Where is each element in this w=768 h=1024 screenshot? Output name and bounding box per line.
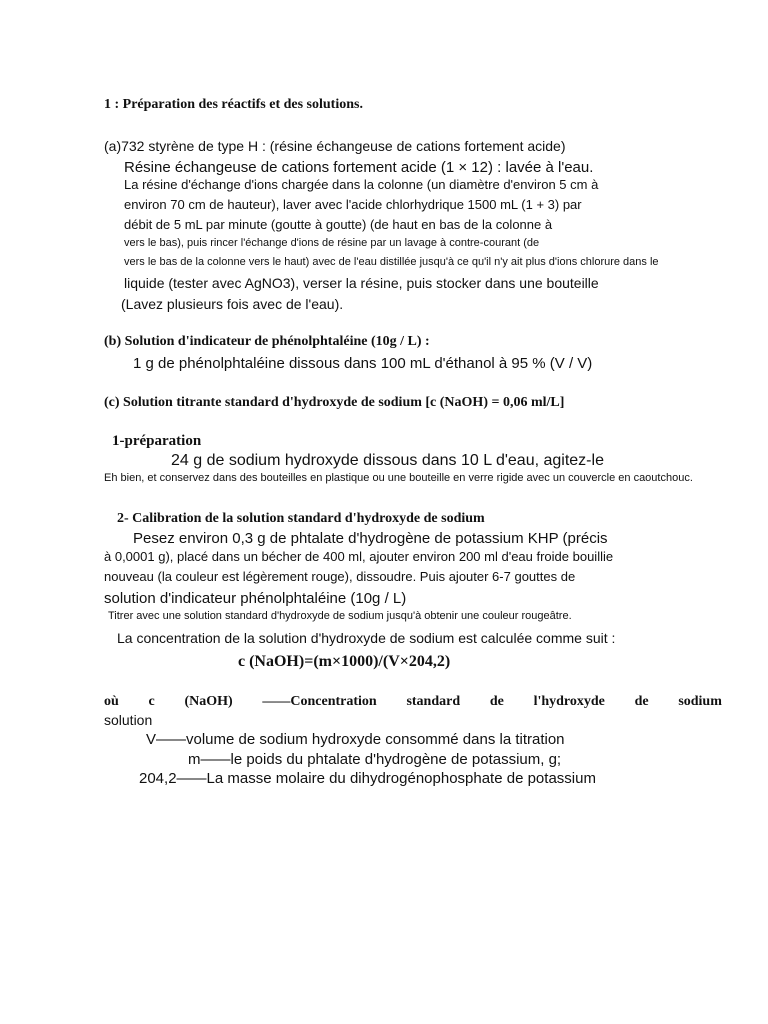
section-a-line-5: vers le bas), puis rincer l'échange d'ions de résine par un lavage à contre-courant (de <box>124 237 540 249</box>
calibration-line-1: Pesez environ 0,3 g de phtalate d'hydrogène de potassium KHP (précis <box>133 530 608 547</box>
definition-molar-mass: 204,2——La masse molaire du dihydrogénophosphate de potassium <box>139 770 596 787</box>
where-word: (NaOH) <box>184 694 233 709</box>
section-a-line-4: débit de 5 mL par minute (goutte à goutte) (de haut en bas de la colonne à <box>124 217 553 232</box>
section-a-line-7: liquide (tester avec AgNO3), verser la résine, puis stocker dans une bouteille <box>124 275 599 291</box>
where-word: de <box>489 694 504 709</box>
where-line <box>104 694 722 710</box>
section-c-heading: (c) Solution titrante standard d'hydroxyde de sodium [c (NaOH) = 0,06 ml/L] <box>104 395 565 410</box>
document-title: 1 : Préparation des réactifs et des solutions. <box>104 97 363 112</box>
where-word: où <box>104 694 119 709</box>
calibration-line-3: nouveau (la couleur est légèrement rouge), dissoudre. Puis ajouter 6-7 gouttes de <box>104 569 576 584</box>
definition-v: V——volume de sodium hydroxyde consommé dans la titration <box>146 731 565 748</box>
section-a-line-6: vers le bas de la colonne vers le haut) avec de l'eau distillée jusqu'à ce qu'il n'y ait plus d'ions chlorure dans le <box>124 256 659 268</box>
formula: c (NaOH)=(m×1000)/(V×204,2) <box>238 653 451 670</box>
section-a-heading: (a)732 styrène de type H : (résine échangeuse de cations fortement acide) <box>104 138 566 154</box>
where-word: de <box>634 694 649 709</box>
preparation-line-2: Eh bien, et conservez dans des bouteilles en plastique ou une bouteille en verre rigide avec un couvercle en caoutchouc. <box>104 472 693 484</box>
calculation-intro: La concentration de la solution d'hydroxyde de sodium est calculée comme suit : <box>117 630 616 646</box>
where-continuation: solution <box>104 712 153 728</box>
where-word: ——Concentration <box>262 694 377 709</box>
section-b-heading: (b) Solution d'indicateur de phénolphtaléine (10g / L) : <box>104 334 430 349</box>
where-word: sodium <box>678 694 722 709</box>
section-a-line-8: (Lavez plusieurs fois avec de l'eau). <box>121 296 344 312</box>
definition-m: m——le poids du phtalate d'hydrogène de potassium, g; <box>188 751 562 768</box>
calibration-line-2: à 0,0001 g), placé dans un bécher de 400 ml, ajouter environ 200 ml d'eau froide bouillie <box>104 549 614 564</box>
calibration-line-5: Titrer avec une solution standard d'hydroxyde de sodium jusqu'à obtenir une couleur rougeâtre. <box>108 610 572 622</box>
where-word: standard <box>406 694 461 709</box>
calibration-line-4: solution d'indicateur phénolphtaléine (10g / L) <box>104 590 407 607</box>
where-word: c <box>148 694 155 709</box>
calibration-heading: 2- Calibration de la solution standard d'hydroxyde de sodium <box>117 511 485 526</box>
preparation-line-1: 24 g de sodium hydroxyde dissous dans 10 L d'eau, agitez-le <box>171 452 604 469</box>
preparation-heading: 1-préparation <box>112 433 202 449</box>
section-b-line-1: 1 g de phénolphtaléine dissous dans 100 mL d'éthanol à 95 % (V / V) <box>133 355 593 372</box>
section-a-line-3: environ 70 cm de hauteur), laver avec l'acide chlorhydrique 1500 mL (1 + 3) par <box>124 197 582 212</box>
where-word: l'hydroxyde <box>533 694 605 709</box>
section-a-line-2: La résine d'échange d'ions chargée dans la colonne (un diamètre d'environ 5 cm à <box>124 177 599 192</box>
section-a-line-1: Résine échangeuse de cations fortement acide (1 × 12) : lavée à l'eau. <box>124 159 594 176</box>
